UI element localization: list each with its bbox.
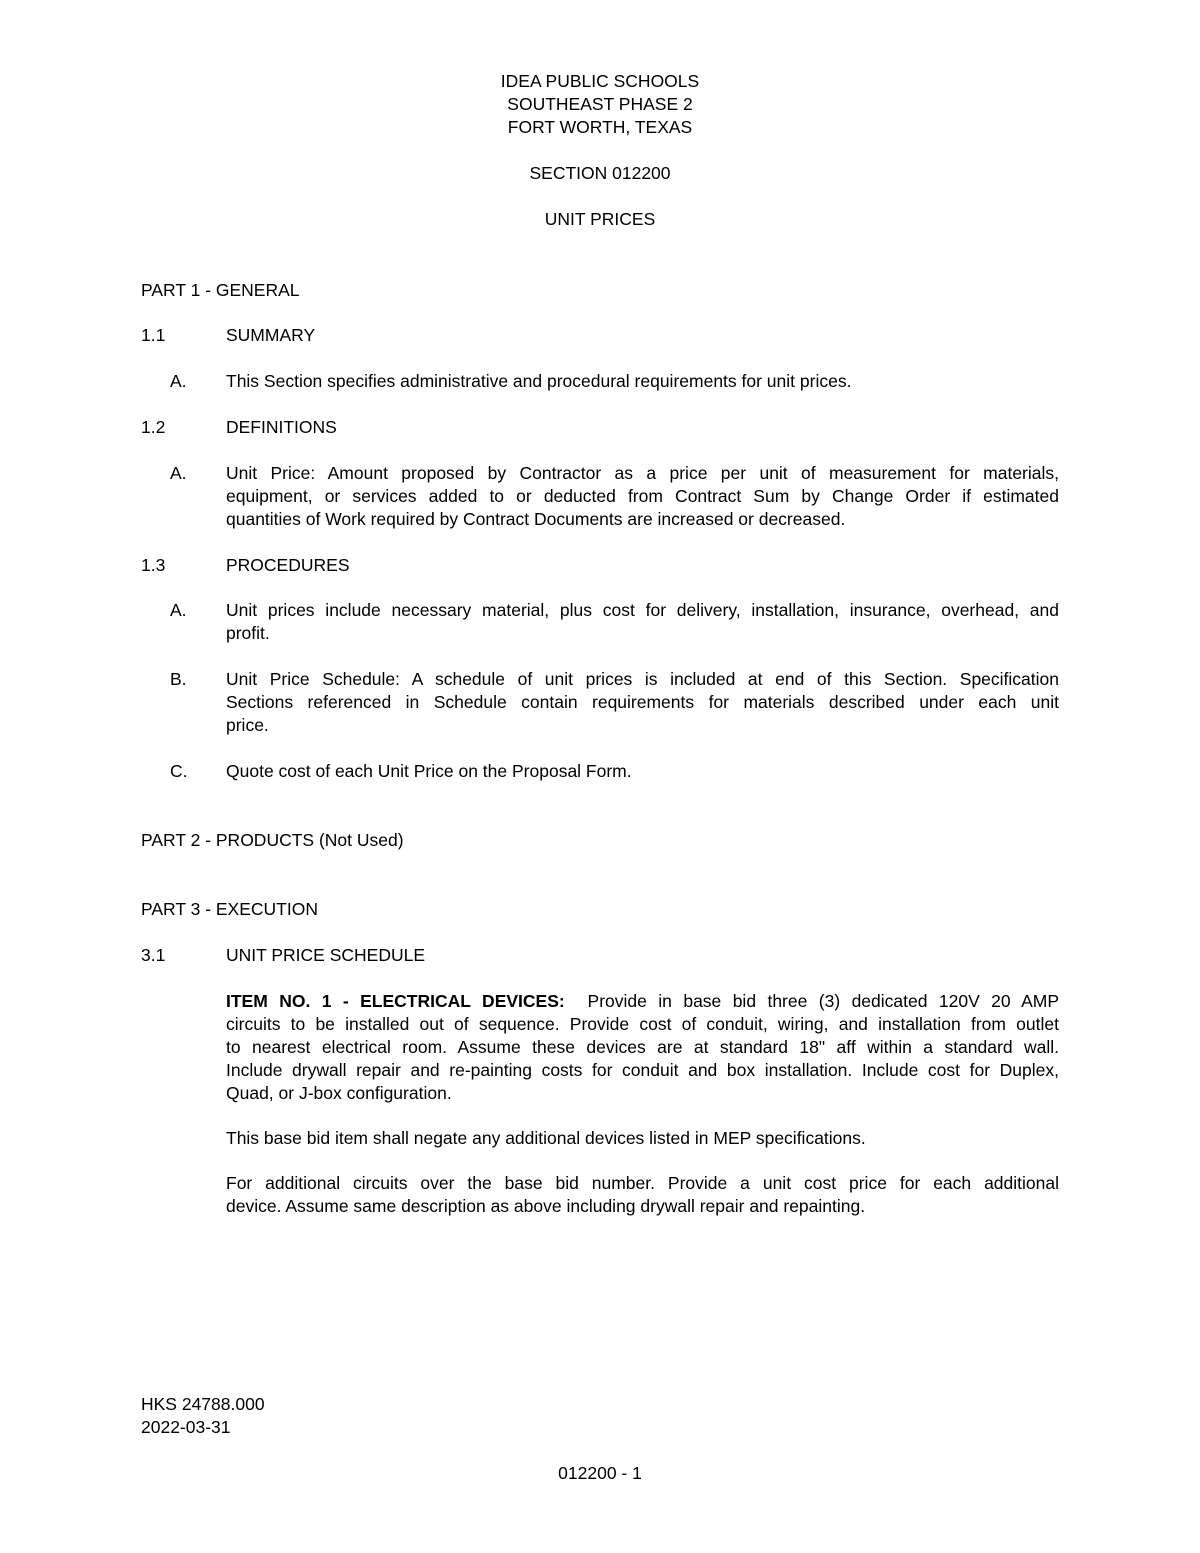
para-1-2-a-text bbox=[226, 462, 1059, 531]
header-school: IDEA PUBLIC SCHOOLS bbox=[500, 71, 700, 91]
item-1-heading: ITEM NO. 1 - ELECTRICAL DEVICES: bbox=[226, 991, 565, 1011]
text-line: price. bbox=[226, 715, 269, 735]
para-1-3-a-text bbox=[226, 599, 1059, 645]
part2-heading: PART 2 - PRODUCTS (Not Used) bbox=[141, 830, 404, 850]
article-3-1-title: UNIT PRICE SCHEDULE bbox=[226, 945, 426, 965]
para-1-3-b-text bbox=[226, 668, 1059, 737]
text-line: equipment, or services added to or deducted from Contract Sum by Change Order if estimated bbox=[226, 486, 1059, 506]
article-1-3-title: PROCEDURES bbox=[226, 555, 350, 575]
article-1-2-title: DEFINITIONS bbox=[226, 417, 337, 437]
text-line: Sections referenced in Schedule contain requirements for materials described under each unit bbox=[226, 692, 1059, 712]
text-line: to nearest electrical room. Assume these devices are at standard 18" aff within a standard wall. bbox=[226, 1037, 1059, 1057]
article-1-1-number: 1.1 bbox=[141, 325, 166, 345]
text-line bbox=[226, 990, 1059, 1013]
para-1-3-b-label: B. bbox=[170, 669, 187, 689]
text-line: Unit Price Schedule: A schedule of unit prices is included at end of this Section. Specification bbox=[226, 669, 1059, 689]
text-line: Unit Price: Amount proposed by Contractor as a price per unit of measurement for materials, bbox=[226, 463, 1059, 483]
para-1-3-a-label: A. bbox=[170, 600, 187, 620]
para-1-2-a-label: A. bbox=[170, 463, 187, 483]
footer-date: 2022-03-31 bbox=[141, 1417, 231, 1437]
item-1-first-line: Provide in base bid three (3) dedicated 120V 20 AMP bbox=[564, 991, 1059, 1011]
para-1-1-a-label: A. bbox=[170, 371, 187, 391]
text-line: quantities of Work required by Contract Documents are increased or decreased. bbox=[226, 509, 846, 529]
text-line: device. Assume same description as above including drywall repair and repainting. bbox=[226, 1196, 866, 1216]
additional-circuits-paragraph bbox=[226, 1172, 1059, 1218]
para-1-3-c-text: Quote cost of each Unit Price on the Proposal Form. bbox=[226, 761, 632, 781]
header-project: SOUTHEAST PHASE 2 bbox=[507, 94, 693, 114]
section-title: UNIT PRICES bbox=[544, 209, 656, 229]
article-1-3-number: 1.3 bbox=[141, 555, 166, 575]
text-line: Unit prices include necessary material, plus cost for delivery, installation, insurance, overhead, and bbox=[226, 600, 1059, 620]
text-line: Include drywall repair and re-painting costs for conduit and box installation. Include cost for Duplex, bbox=[226, 1060, 1059, 1080]
section-number: SECTION 012200 bbox=[529, 163, 671, 183]
part3-heading: PART 3 - EXECUTION bbox=[141, 899, 318, 919]
footer-project-number: HKS 24788.000 bbox=[141, 1394, 265, 1414]
header-location: FORT WORTH, TEXAS bbox=[507, 117, 693, 137]
article-1-1-title: SUMMARY bbox=[226, 325, 316, 345]
text-line: circuits to be installed out of sequence. Provide cost of conduit, wiring, and installation from outlet bbox=[226, 1014, 1059, 1034]
text-line: profit. bbox=[226, 623, 270, 643]
article-1-2-number: 1.2 bbox=[141, 417, 166, 437]
article-3-1-number: 3.1 bbox=[141, 945, 166, 965]
para-1-3-c-label: C. bbox=[170, 761, 188, 781]
part1-heading: PART 1 - GENERAL bbox=[141, 280, 300, 300]
item-1-negation-note: This base bid item shall negate any additional devices listed in MEP specifications. bbox=[226, 1128, 866, 1148]
item-1-paragraph bbox=[226, 990, 1059, 1105]
text-line: Quad, or J-box configuration. bbox=[226, 1083, 452, 1103]
text-line: For additional circuits over the base bid number. Provide a unit cost price for each additional bbox=[226, 1173, 1059, 1193]
para-1-1-a-text: This Section specifies administrative and procedural requirements for unit prices. bbox=[226, 371, 852, 391]
page-number: 012200 - 1 bbox=[558, 1463, 642, 1483]
